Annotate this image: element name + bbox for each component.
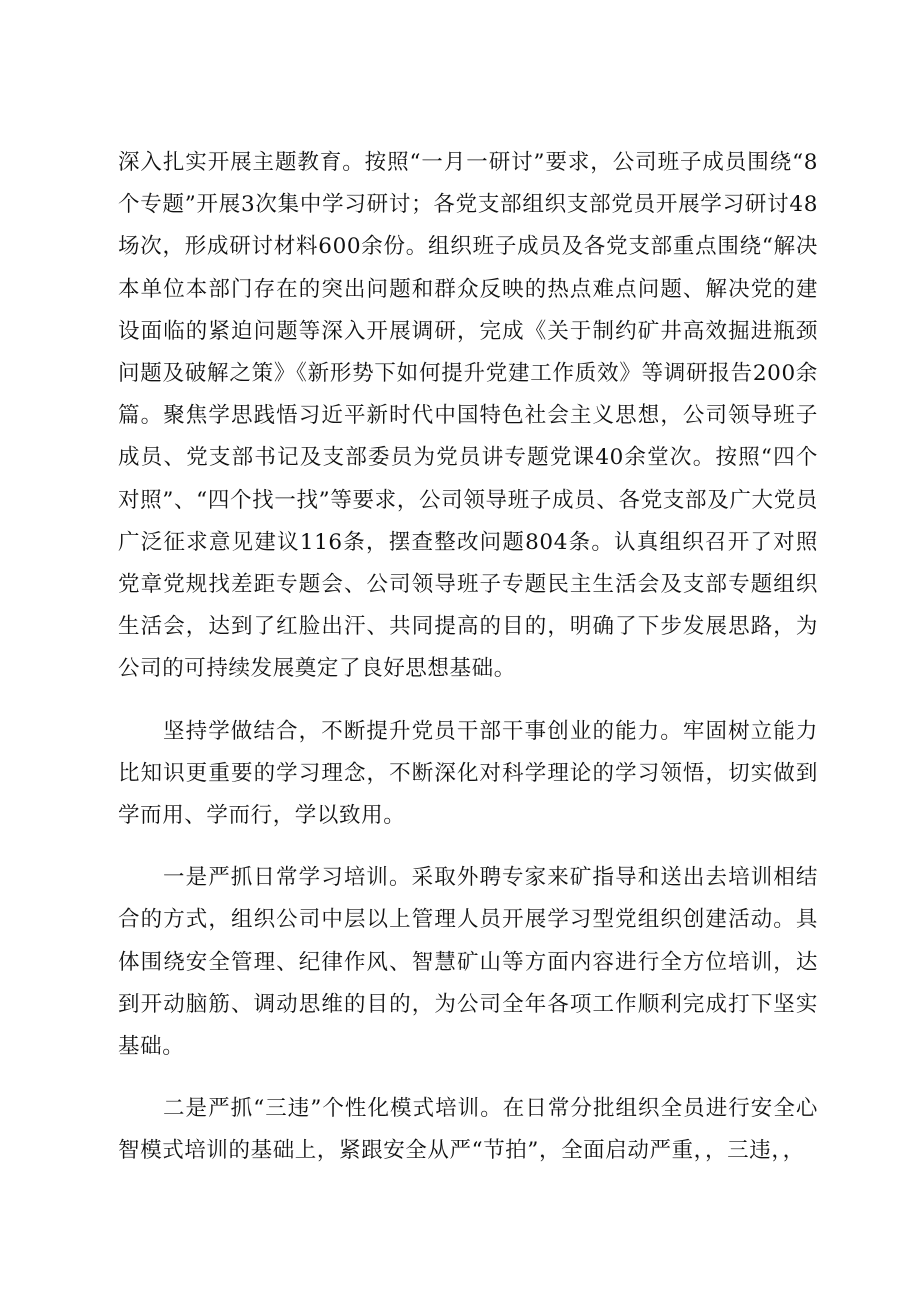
paragraph-three-violations-training: 二是严抓“三违”个性化模式培训。在日常分批组织全员进行安全心智模式培训的基础上，紧跟安全从严“节拍”，全面启动严重，，三违，， — [118, 1096, 818, 1164]
document-body — [118, 142, 818, 1173]
paragraph-study-practice: 坚持学做结合，不断提升党员干部干事创业的能力。牢固树立能力比知识更重要的学习理念，不断深化对科学理论的学习领悟，切实做到学而用、学而行，学以致用。 — [118, 718, 818, 829]
paragraph-daily-training: 一是严抓日常学习培训。采取外聘专家来矿指导和送出去培训相结合的方式，组织公司中层以上管理人员开展学习型党组织创建活动。具体围绕安全管理、纪律作风、智慧矿山等方面内容进行全方位培训，达到开动脑筋、调动思维的目的，为公司全年各项工作顺利完成打下坚实基础。 — [118, 865, 818, 1060]
paragraph-theme-education: 深入扎实开展主题教育。按照“一月一研讨”要求，公司班子成员围绕“8个专题”开展3次集中学习研讨；各党支部组织支部党员开展学习研讨48场次，形成研讨材料600余份。组织班子成员及各党支部重点围绕“解决本单位本部门存在的突出问题和群众反映的热点难点问题、解决党的建设面临的紧迫问题等深入开展调研，完成《关于制约矿井高效掘进瓶颈问题及破解之策》《新形势下如何提升党建工作质效》等调研报告200余篇。聚焦学思践悟习近平新时代中国特色社会主义思想，公司领导班子成员、党支部书记及支部委员为党员讲专题党课40余堂次。按照“四个对照”、“四个找一找”等要求，公司领导班子成员、各党支部及广大党员广泛征求意见建议116条，摆查整改问题804条。认真组织召开了对照党章党规找差距专题会、公司领导班子专题民主生活会及支部专题组织生活会，达到了红脸出汗、共同提高的目的，明确了下步发展思路，为公司的可持续发展奠定了良好思想基础。 — [118, 150, 818, 682]
